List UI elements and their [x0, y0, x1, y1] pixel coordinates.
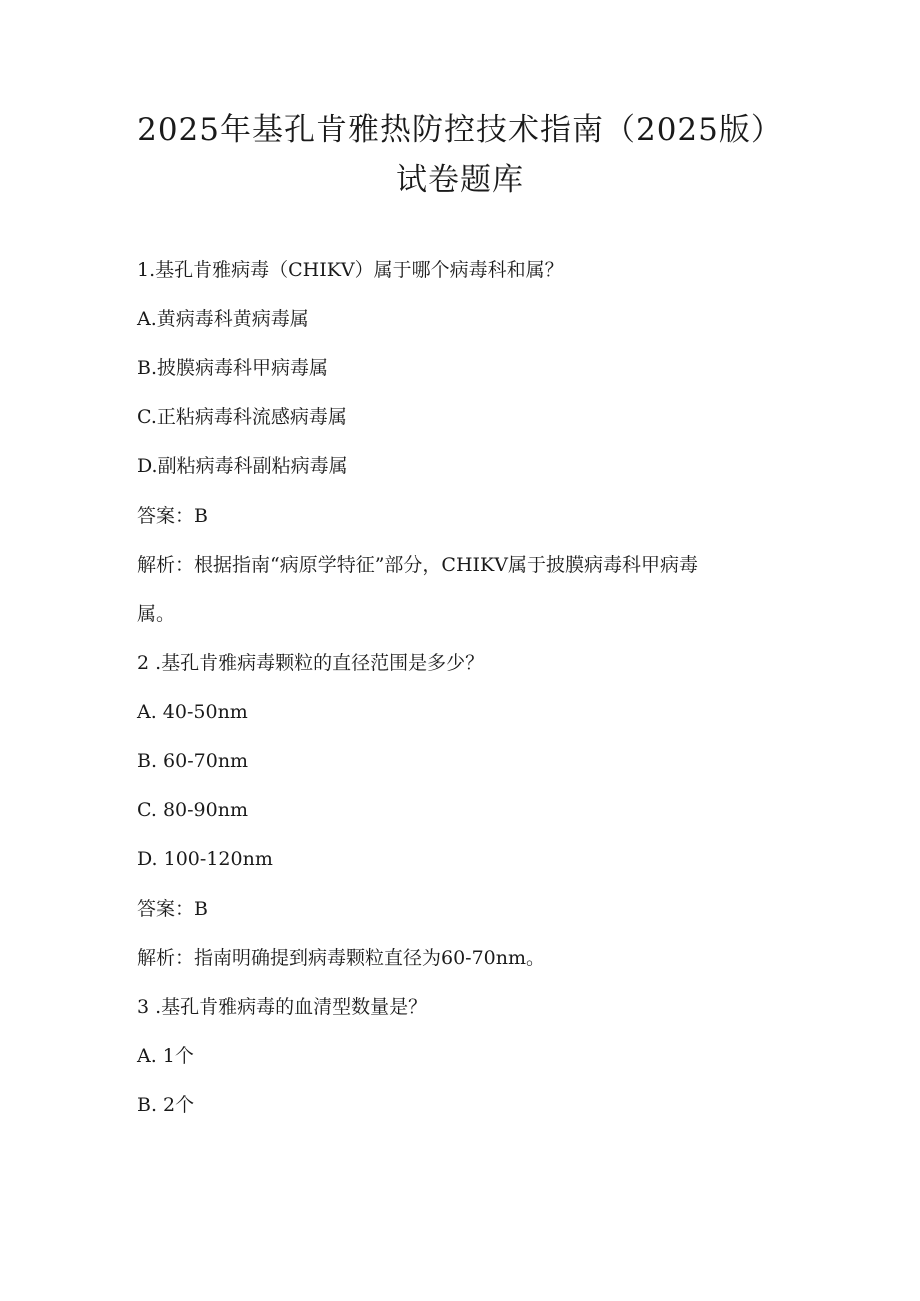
- question-2-answer: 答案：B: [137, 898, 208, 920]
- question-1-analysis-line1: 解析：根据指南“病原学特征”部分，CHIKV属于披膜病毒科甲病毒: [137, 554, 698, 576]
- question-1-analysis-line2: 属。: [137, 603, 176, 625]
- document-title-line1: 2025年基孔肯雅热防控技术指南（2025版）: [137, 112, 783, 148]
- question-1-answer: 答案：B: [137, 505, 208, 527]
- question-3-stem: 3 .基孔肯雅病毒的血清型数量是？: [137, 996, 428, 1018]
- question-2-stem: 2 .基孔肯雅病毒颗粒的直径范围是多少？: [137, 652, 485, 674]
- question-1-option-d: D.副粘病毒科副粘病毒属: [137, 455, 348, 477]
- question-3-option-a: A. 1个: [137, 1045, 194, 1067]
- question-1-stem: 1.基孔肯雅病毒（CHIKV）属于哪个病毒科和属？: [137, 259, 564, 281]
- question-2-option-c: C. 80-90nm: [137, 799, 248, 821]
- question-2-analysis: 解析：指南明确提到病毒颗粒直径为60-70nm。: [137, 947, 546, 969]
- document-title-line2: 试卷题库: [396, 162, 524, 198]
- question-2-option-d: D. 100-120nm: [137, 848, 273, 870]
- question-1-option-a: A.黄病毒科黄病毒属: [137, 308, 309, 330]
- question-1-option-b: B.披膜病毒科甲病毒属: [137, 357, 329, 379]
- question-2-option-b: B. 60-70nm: [137, 750, 249, 772]
- question-1-option-c: C.正粘病毒科流感病毒属: [137, 406, 347, 428]
- question-3-option-b: B. 2个: [137, 1094, 195, 1116]
- question-2-option-a: A. 40-50nm: [137, 701, 248, 723]
